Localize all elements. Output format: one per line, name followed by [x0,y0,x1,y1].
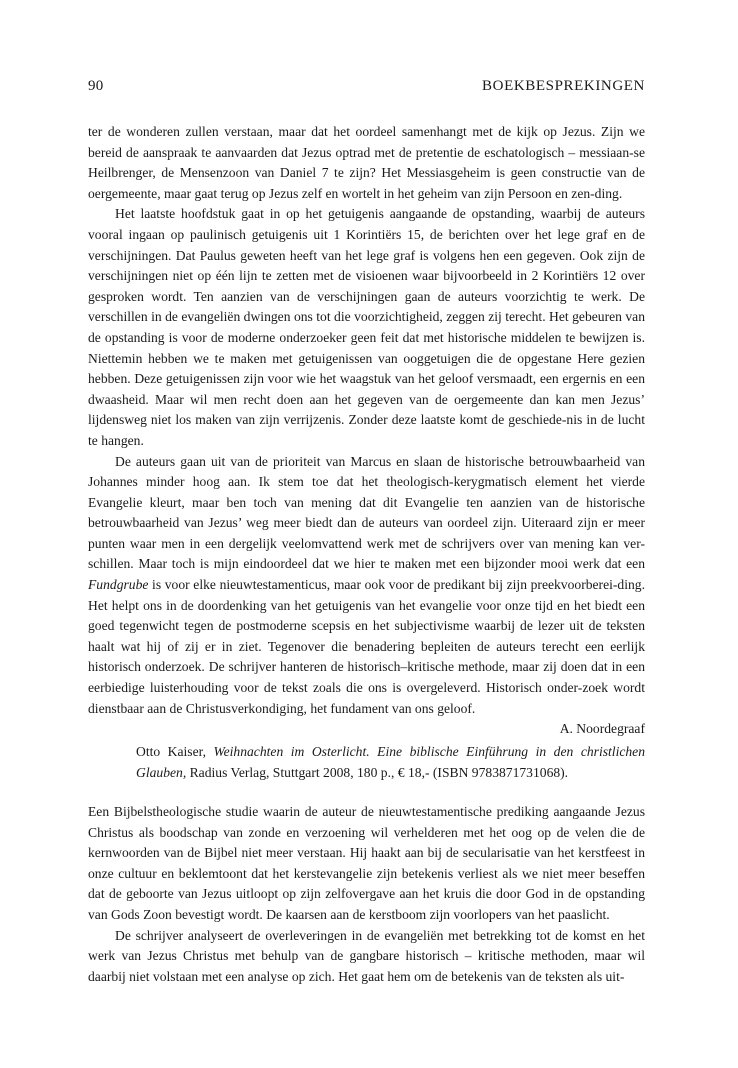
book-author: Otto Kaiser, [136,744,214,759]
running-head: BOEKBESPREKINGEN [482,78,645,94]
fundgrube-italic: Fundgrube [88,577,149,593]
review-2-paragraph-1: Een Bijbelstheologische studie waarin de auteur de nieuwtestamentische prediking aangaande Jezus Christus als boodschap van zonde en verzoening wil verhelderen met het oog op de velen die de kernwoorden van de Bijbel niet meer verstaan. Hij haakt aan bij de secularisatie van het kerstfeest in onze cultuur en beklemtoont dat het kerstevangelie zijn betekenis verliest als we niet meer beseffen dat de geboorte van Jezus uitloopt op zijn zelfovergave aan het kruis die door God in de opstanding van Gods Zoon bevestigt wordt. De kaarsen aan de kerstboom zijn voorlopers van het paaslicht. [88,804,645,922]
page-number: 90 [88,78,104,94]
review-1-paragraph-3 [88,452,645,720]
reviewer-signature: A. Noordegraaf [559,721,645,737]
review-1-paragraph-1: ter de wonderen zullen verstaan, maar dat het oordeel samenhangt met de kijk op Jezus. Zijn we bereid de aanspraak te aanvaarden dat Jezus optrad met de pretentie de eschatologisch – messiaan-se Heilbrenger, de Mensenzoon van Daniel 7 te zijn? Het Messiasgeheim is geen constructie van de oergemeente, maar gaat terug op Jezus zelf en wortelt in het geheim van zijn Persoon en zen-ding. [88,124,645,201]
review-2 [88,802,645,987]
paragraph-3-text-start: De auteurs gaan uit van de prioriteit van Marcus en slaan de historische betrouwbaarheid van Johannes minder hoog aan. Ik stem toe dat het theologisch-kerygmatisch element het vierde Evangelie kleurt, maar ben toch van mening dat dit Evangelie ten aanzien van de historische betrouwbaarheid van Jezus’ weg meer biedt dan de auteurs van oordeel zijn. Uiteraard zijn er meer punten waar men in een dergelijk veelomvattend werk met de schrijvers over van mening kan ver-schillen. Maar toch is mijn eindoordeel dat we hier te maken met een bijzonder mooi werk dat een [88,453,645,572]
paragraph-3-text-end: is voor elke nieuwtestamenticus, maar ook voor de predikant bij zijn preekvoorberei-ding. Het helpt ons in de doordenking van het getuigenis van het evangelie voor onze tijd en het biedt een goed tegenwicht tegen de postmoderne scepsis en het subjectivisme waarbij de lezer uit de teksten haalt wat hij of zij er in ziet. Tegenover die benadering bepleiten de auteurs terecht een eerlijk historisch onderzoek. De schrijver hanteren de historisch–kritische methode, maar zij doen dat in een eerbiedige luisterhouding voor de tekst zoals die ons is overgeleverd. Historisch onder-zoek wordt dienstbaar aan de Christusverkondiging, het fundament van ons geloof. [88,577,645,716]
book-reference [136,742,645,783]
book-reference-line [136,742,645,783]
review-1-paragraph-2: Het laatste hoofdstuk gaat in op het getuigenis aangaande de opstanding, waarbij de auteurs vooral ingaan op paulinisch getuigenis uit 1 Korintiërs 15, de berichten over het lege graf en de verschijningen. Dat Paulus geweten heeft van het lege graf is volgens hen een gegeven. Ook zijn de verschijningen niet op één lijn te zetten met de visioenen waar bijvoorbeeld in 2 Korintiërs 12 over gesproken wordt. Ten aanzien van de verschijningen gaan de auteurs voorzichtig te werk. De verschillen in de evangeliën dwingen ons tot die voorzichtigheid, zeggen zij terecht. Het gebeuren van de opstanding is voor de moderne onderzoeker geen feit dat met historische middelen te bewijzen is. Niettemin hebben we te maken met getuigenissen van ooggetuigen die de opgestane Here gezien hebben. Deze getuigenissen zijn voor wie het waagstuk van het geloof versmaadt, een ergernis en een dwaasheid. Maar wil men recht doen aan het gegeven van de oergemeente dan kan men Jezus’ lijdensweg niet los maken van zijn verrijzenis. Zonder deze laatste komt de geschiede-nis in de lucht te hangen. [88,206,645,448]
review-2-paragraph-2: De schrijver analyseert de overleveringen in de evangeliën met betrekking tot de komst en het werk van Jezus Christus met behulp van de gangbare historisch – kritische methoden, maar wil daarbij niet volstaan met een analyse op zich. Het gaat hem om de betekenis van de teksten als uit- [88,927,645,984]
book-title: Weihnachten im Osterlicht. Eine biblische Einführung in den christlichen Glauben, [136,744,646,780]
book-details: Radius Verlag, Stuttgart 2008, 180 p., € 18,- (ISBN 9783871731068). [186,764,569,780]
review-1 [88,122,645,740]
